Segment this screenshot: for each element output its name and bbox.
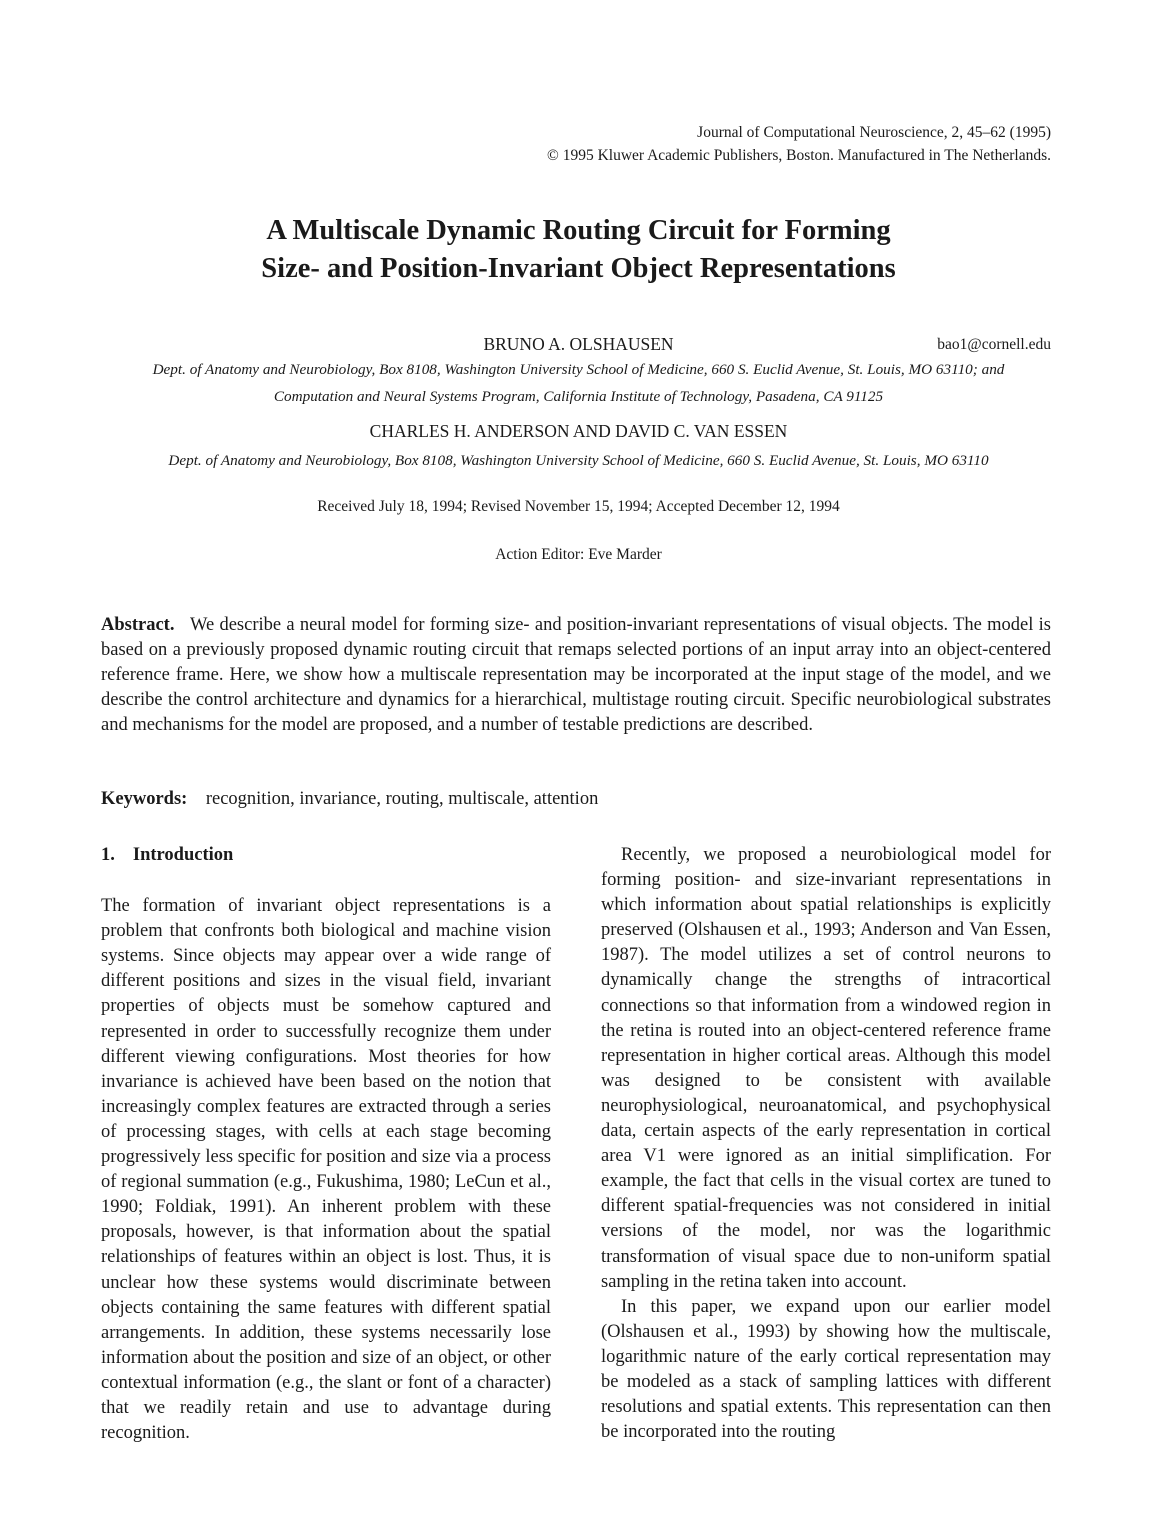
abstract bbox=[101, 613, 1051, 738]
copyright-line: © 1995 Kluwer Academic Publishers, Boston. Manufactured in The Netherlands. bbox=[547, 147, 1051, 164]
title-line-2: Size- and Position-Invariant Object Representations bbox=[261, 253, 896, 284]
section-heading bbox=[101, 843, 551, 868]
second-authors: CHARLES H. ANDERSON AND DAVID C. VAN ESSEN bbox=[369, 421, 788, 441]
journal-line-1: Journal of Computational Neuroscience, 2, 45–62 (1995) bbox=[697, 124, 1051, 141]
first-affiliation bbox=[0, 356, 1157, 410]
second-affiliation: Dept. of Anatomy and Neurobiology, Box 8108, Washington University School of Medicine, 660 S. Euclid Avenue, St. Louis, MO 63110 bbox=[168, 452, 989, 469]
keywords bbox=[101, 789, 598, 810]
intro-paragraph-1: The formation of invariant object representations is a problem that confronts both biological and machine vision systems. Since objects may appear over a wide range of different positions and sizes in the visual field, invariant properties of objects must be somehow captured and represented in order to successfully recognize them under different viewing configurations. Most theories for how invariance is achieved have been based on the notion that increasingly complex features are extracted through a series of processing stages, with cells at each stage becoming progressively less specific for position and size via a process of regional summation (e.g., Fukushima, 1980; LeCun et al., 1990; Foldiak, 1991). An inherent problem with these proposals, however, is that information about the spatial relationships of features within an object is lost. Thus, it is unclear how these systems would discriminate between objects containing the same features with different spatial arrangements. In addition, these systems necessarily lose information about the position and size of an object, or other contextual information (e.g., the slant or font of a character) that we readily retain and use to advantage during recognition. bbox=[101, 896, 551, 1444]
dates-line: Received July 18, 1994; Revised November 15, 1994; Accepted December 12, 1994 bbox=[317, 498, 840, 515]
section-number: 1. bbox=[101, 845, 115, 865]
intro-paragraph-3: In this paper, we expand upon our earlier model (Olshausen et al., 1993) by showing how the multiscale, logarithmic nature of the early cortical representation may be modeled as a stack of sampling lattices with different resolutions and spatial extents. This representation can then be incorporated into the routing bbox=[601, 1296, 1051, 1443]
right-column bbox=[601, 843, 1051, 1445]
abstract-text: We describe a neural model for forming size- and position-invariant representations of visual objects. The model is based on a previously proposed dynamic routing circuit that remaps selected portions of an input array into an object-centered reference frame. Here, we show how a multiscale representation may be incorporated at the input stage of the model, and we describe the control architecture and dynamics for a hierarchical, multistage routing circuit. Specific neurobiological substrates and mechanisms for the model are proposed, and a number of testable predictions are described. bbox=[101, 615, 1051, 735]
first-affiliation-line-2: Computation and Neural Systems Program, California Institute of Technology, Pasadena, CA 91125 bbox=[273, 388, 884, 405]
first-author: BRUNO A. OLSHAUSEN bbox=[483, 334, 674, 354]
section-title: Introduction bbox=[132, 845, 234, 865]
left-column bbox=[101, 843, 551, 1446]
paper-title bbox=[0, 212, 1157, 288]
keywords-label: Keywords: bbox=[101, 789, 188, 809]
intro-paragraph-2: Recently, we proposed a neurobiological model for forming position- and size-invariant representations in which information about spatial relationships is explicitly preserved (Olshausen et al., 1993; Anderson and Van Essen, 1987). The model utilizes a set of control neurons to dynamically change the strengths of intracortical connections so that information from a windowed region in the retina is routed into an object-centered reference frame representation in higher cortical areas. Although this model was designed to be consistent with available neurophysiological, neuroanatomical, and psychophysical data, certain aspects of the early representation in cortical area V1 were ignored as an initial simplification. For example, the fact that cells in the visual cortex are tuned to different spatial-frequencies was not considered in initial versions of the model, nor was the logarithmic transformation of visual space due to non-uniform spatial sampling in the retina taken into account. bbox=[601, 845, 1051, 1292]
journal-citation bbox=[547, 121, 1051, 167]
keywords-text: recognition, invariance, routing, multiscale, attention bbox=[205, 789, 599, 809]
author-email: bao1@cornell.edu bbox=[937, 336, 1051, 353]
action-editor: Action Editor: Eve Marder bbox=[495, 546, 662, 563]
title-line-1: A Multiscale Dynamic Routing Circuit for Forming bbox=[266, 215, 891, 246]
first-affiliation-line-1: Dept. of Anatomy and Neurobiology, Box 8108, Washington University School of Medicine, 660 S. Euclid Avenue, St. Louis, MO 63110; and bbox=[152, 361, 1005, 378]
abstract-label: Abstract. bbox=[101, 615, 175, 635]
